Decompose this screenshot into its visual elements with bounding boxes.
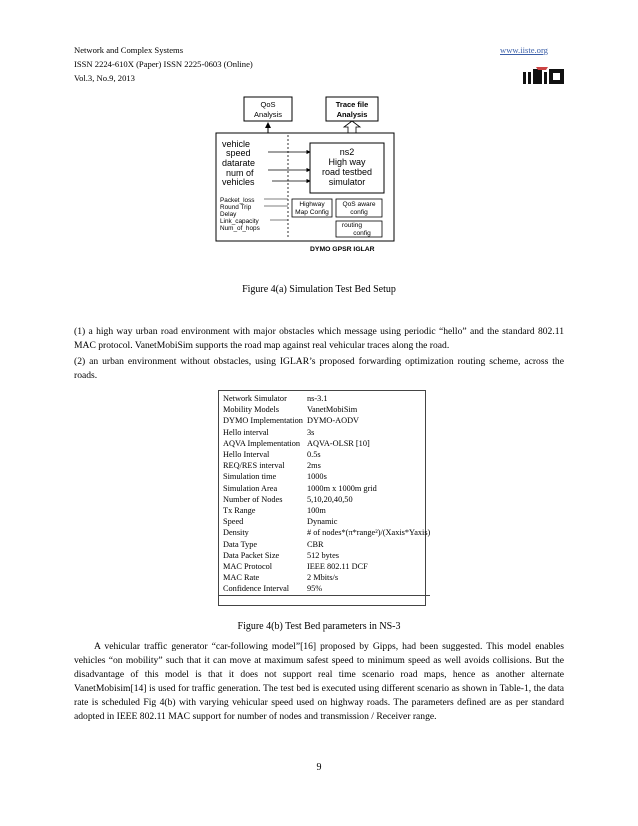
metric-packet-loss: Packet_loss	[220, 197, 255, 204]
input-vehicles: vehicles	[222, 177, 255, 187]
trace-file-label-2: Analysis	[336, 110, 368, 119]
trace-file-label-1: Trace file	[335, 100, 369, 109]
simulation-testbed-diagram	[212, 95, 412, 257]
metric-num-of-hops: Num_of_hops	[220, 225, 260, 232]
table-row	[219, 393, 430, 404]
volume-line: Vol.3, No.9, 2013	[74, 73, 135, 83]
parameter-value: 95%	[303, 583, 430, 595]
table-row	[219, 460, 430, 471]
parameter-name: Tx Range	[223, 506, 256, 516]
parameter-value: 0.5s	[306, 450, 321, 460]
table-row	[219, 415, 430, 426]
input-speed: speed	[226, 148, 251, 158]
routing-label-1: routing	[341, 222, 363, 229]
parameter-value: 100m	[306, 506, 326, 516]
parameter-name: Simulation Area	[223, 483, 278, 493]
journal-name: Network and Complex Systems	[74, 45, 184, 55]
parameter-name: Network Simulator	[223, 394, 287, 403]
parameter-value: VanetMobiSim	[306, 405, 358, 415]
ns2-label-1: ns2	[339, 147, 355, 157]
metric-link-capacity: Link_capacity	[220, 218, 259, 225]
parameter-name: MAC Rate	[223, 573, 260, 583]
input-vehicle: vehicle	[222, 139, 251, 149]
iiste-logo	[522, 66, 566, 86]
table-row	[219, 561, 430, 572]
testbed-parameters-table	[218, 390, 431, 606]
parameter-name: DYMO Implementation	[223, 416, 303, 426]
input-num-of: num of	[226, 168, 254, 178]
figure-4b-caption: Figure 4(b) Test Bed parameters in NS-3	[237, 621, 401, 632]
parameter-name: Mobility Models	[223, 405, 280, 415]
table-row	[219, 404, 430, 415]
parameter-value: ns-3.1	[306, 394, 328, 403]
parameter-name: Density	[223, 528, 249, 538]
parameter-value: 5,10,20,40,50	[306, 494, 353, 504]
parameter-value: # of nodes*(π*range²)/(Xaxis*Yaxis)	[306, 528, 431, 538]
parameter-name: Data Type	[223, 539, 258, 549]
parameter-value: IEEE 802.11 DCF	[306, 562, 368, 572]
parameter-value: 3s	[306, 427, 315, 437]
table-row	[219, 583, 430, 595]
parameter-name: MAC Protocol	[223, 562, 273, 572]
table-row	[219, 438, 430, 449]
table-row	[219, 539, 430, 550]
ns2-label-2: High way	[328, 157, 366, 167]
parameter-value: 2ms	[306, 461, 321, 471]
parameter-name: Confidence Interval	[219, 583, 303, 595]
parameter-name: Number of Nodes	[223, 494, 283, 504]
parameter-value: AQVA-OLSR [10]	[306, 438, 370, 448]
parameter-name: AQVA Implementation	[223, 438, 301, 448]
qos-aware-label-2: config	[350, 209, 368, 216]
parameter-name: Hello interval	[223, 427, 269, 437]
parameter-value: DYMO-AODV	[306, 416, 360, 426]
parameter-value: Dynamic	[306, 517, 338, 527]
highway-label-1: Highway	[299, 201, 325, 208]
parameter-value: 2 Mbits/s	[306, 573, 339, 583]
table-row	[219, 483, 430, 494]
table-row	[219, 494, 430, 505]
qos-aware-label-1: QoS aware	[342, 201, 376, 208]
parameter-name: Data Packet Size	[223, 550, 280, 560]
table-row	[219, 572, 430, 583]
qos-analysis-label-2: Analysis	[254, 110, 282, 119]
highway-label-2: Map Config	[295, 209, 329, 216]
issn-line: ISSN 2224-610X (Paper) ISSN 2225-0603 (Online)	[74, 59, 253, 69]
paragraph-3: A vehicular traffic generator “car-following model”[16] proposed by Gipps, had been suggested. This model enables vehicles “on mobility” such that it can move at maximum safest speed to minimum speed as well avoids collisions. But the disadvantage of this model is that it does not support real time scenario road maps, hence as another alternate VanetMobisim[14] is used for traffic generation. The test bed is executed using different scenario as shown in Table-1, the data rate is scheduled Fig 4(b) with varying vehicular speed used on highway roads. The parameters defined are as per standard adopted in IEEE 802.11 MAC support for number of nodes and transmission / Receiver range.	[74, 641, 564, 722]
table-row	[219, 505, 430, 516]
metric-delay: Delay	[220, 211, 237, 218]
qos-analysis-label-1: QoS	[260, 100, 276, 109]
table-row	[219, 527, 430, 538]
table-row	[219, 516, 430, 527]
parameter-name: Hello Interval	[223, 450, 270, 460]
ns2-label-4: simulator	[328, 177, 366, 187]
parameter-value: CBR	[306, 539, 324, 549]
parameter-name: Speed	[223, 517, 244, 527]
parameter-name: Simulation time	[223, 472, 277, 482]
page-number: 9	[316, 762, 322, 773]
figure-4a-caption: Figure 4(a) Simulation Test Bed Setup	[242, 284, 396, 295]
table-row	[219, 449, 430, 460]
table-row	[219, 471, 430, 482]
protocols-label: DYMO GPSR IGLAR	[310, 246, 375, 253]
parameter-value: 1000s	[306, 472, 327, 482]
paragraph-1: (1) a high way urban road environment with major obstacles which message using periodic “hello” and the standard 802.11 MAC protocol. VanetMobiSim supports the road map against real vehicular traces along the road.	[74, 326, 564, 351]
paragraph-2: (2) an urban environment without obstacles, using IGLAR’s proposed forwarding optimization routing scheme, across the roads.	[74, 356, 564, 381]
journal-url-link[interactable]: www.iiste.org	[500, 45, 548, 55]
routing-label-2: config	[353, 230, 371, 237]
parameter-value: 512 bytes	[306, 550, 340, 560]
parameter-name: REQ/RES interval	[223, 461, 285, 471]
table-row	[219, 427, 430, 438]
parameter-value: 1000m x 1000m grid	[306, 483, 377, 493]
table-row	[219, 550, 430, 561]
input-datarate: datarate	[222, 158, 256, 168]
metric-round-trip: Round Trip	[220, 204, 252, 211]
ns2-label-3: road testbed	[321, 167, 373, 177]
